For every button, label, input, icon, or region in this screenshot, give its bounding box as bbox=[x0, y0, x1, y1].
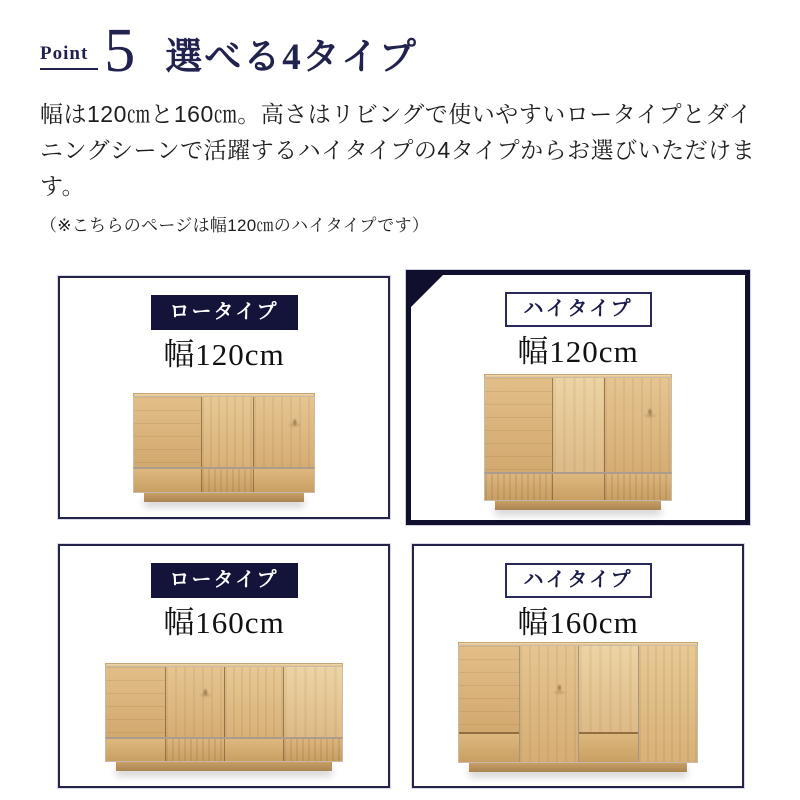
page-title: 選べる4タイプ bbox=[165, 36, 418, 78]
cabinet-image-high-120 bbox=[484, 374, 672, 510]
section-header bbox=[40, 17, 800, 85]
cabinet-drawer bbox=[552, 474, 604, 500]
cabinet-column bbox=[519, 646, 579, 762]
panel-high-type-120-selected bbox=[406, 270, 750, 525]
size-label-low-120: 幅120cm bbox=[163, 337, 285, 372]
cabinet-drawer bbox=[106, 739, 165, 761]
cabinet-plinth bbox=[116, 762, 332, 771]
panel-low-type-120 bbox=[58, 276, 390, 519]
cabinet-image-low-160 bbox=[105, 663, 343, 771]
cabinet-doors bbox=[458, 645, 698, 763]
cabinet-door bbox=[639, 646, 698, 762]
point-label: Point bbox=[40, 43, 98, 70]
point-number: 5 bbox=[104, 17, 136, 85]
panel-high-type-160 bbox=[412, 544, 744, 788]
cabinet-drawer bbox=[604, 474, 671, 500]
cabinet-drawers bbox=[484, 472, 672, 501]
cabinet-drawer bbox=[224, 739, 283, 761]
cabinet-drawer bbox=[134, 469, 201, 492]
cabinet-column bbox=[638, 646, 698, 762]
cabinet-door bbox=[201, 397, 253, 467]
cabinet-doors bbox=[105, 666, 343, 737]
cabinet-door bbox=[579, 646, 638, 732]
panel-low-type-160 bbox=[58, 544, 390, 788]
cabinet-door bbox=[552, 378, 604, 472]
cabinet-image-high-160 bbox=[458, 642, 698, 772]
type-badge-low-120: ロータイプ bbox=[151, 295, 298, 330]
cabinet-plinth bbox=[469, 763, 687, 772]
cabinet-door bbox=[224, 667, 283, 737]
type-badge-high-120: ハイタイプ bbox=[505, 292, 652, 327]
cabinet-drawers bbox=[133, 467, 315, 493]
cabinet-door bbox=[283, 667, 342, 737]
type-badge-high-160: ハイタイプ bbox=[505, 563, 652, 598]
cabinet-plinth bbox=[144, 493, 304, 502]
cabinet-plinth bbox=[495, 501, 661, 510]
cabinet-door bbox=[459, 646, 519, 732]
cabinet-column bbox=[459, 646, 519, 762]
selected-corner-icon bbox=[411, 275, 443, 307]
cabinet-drawers bbox=[105, 737, 343, 762]
cabinet-drawer bbox=[201, 469, 253, 492]
cabinet-door bbox=[253, 397, 314, 467]
size-label-low-160: 幅160cm bbox=[163, 605, 285, 640]
cabinet-drawer bbox=[485, 474, 552, 500]
cabinet-drawer bbox=[253, 469, 314, 492]
cabinet-door bbox=[134, 397, 201, 467]
cabinet-door bbox=[604, 378, 671, 472]
cabinet-door bbox=[106, 667, 165, 737]
cabinet-doors bbox=[484, 377, 672, 472]
type-grid bbox=[58, 276, 744, 788]
cabinet-image-low-120 bbox=[133, 393, 315, 502]
product-point-section bbox=[0, 17, 800, 800]
size-label-high-120: 幅120cm bbox=[517, 334, 639, 369]
cabinet-door bbox=[520, 646, 579, 762]
intro-text: 幅は120㎝と160㎝。高さはリビングで使いやすいロータイプとダイニングシーンで活躍するハイタイプの4タイプからお選びいただけます。 bbox=[40, 100, 756, 199]
intro-note: （※こちらのページは幅120㎝のハイタイプです） bbox=[40, 216, 430, 236]
cabinet-column bbox=[578, 646, 638, 762]
cabinet-doors bbox=[133, 396, 315, 467]
type-badge-low-160: ロータイプ bbox=[151, 563, 298, 598]
cabinet-door bbox=[165, 667, 224, 737]
cabinet-door bbox=[485, 378, 552, 472]
cabinet-drawer bbox=[165, 739, 224, 761]
cabinet-drawer bbox=[283, 739, 342, 761]
cabinet-drawer bbox=[459, 732, 519, 762]
size-label-high-160: 幅160cm bbox=[517, 605, 639, 640]
cabinet-drawer bbox=[579, 732, 638, 762]
